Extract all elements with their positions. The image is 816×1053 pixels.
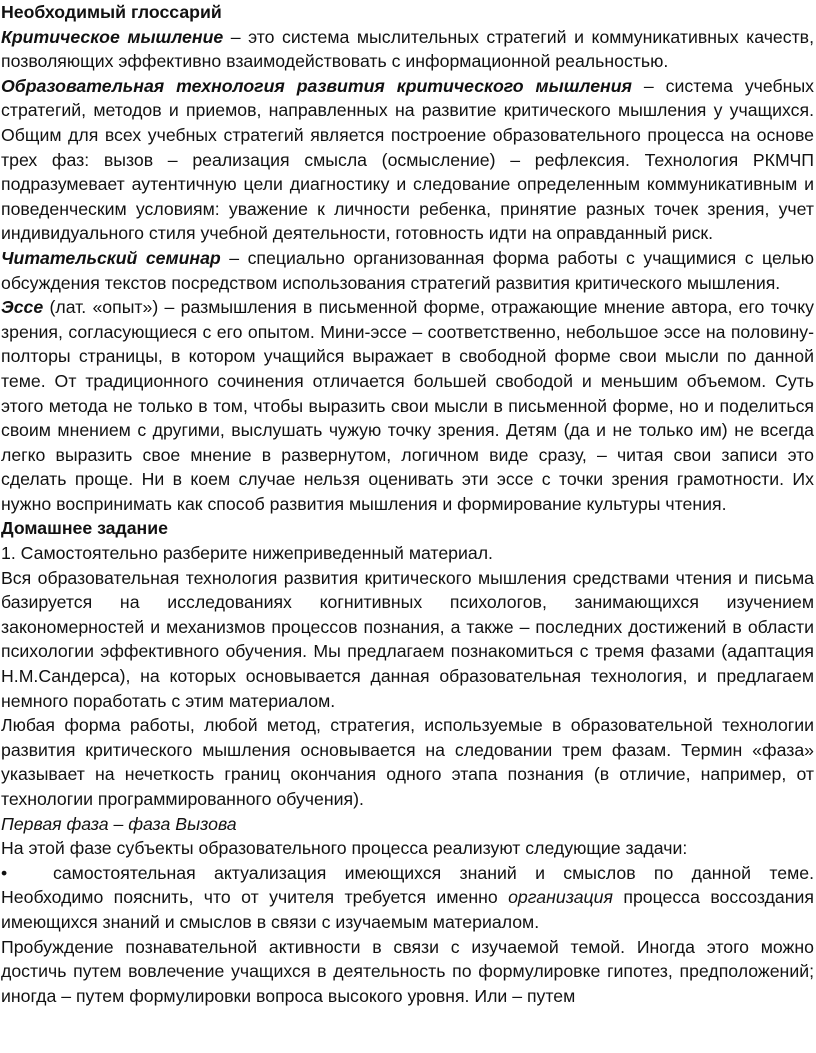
glossary-heading: Необходимый глоссарий [1,2,222,22]
homework-heading: Домашнее задание [1,518,168,539]
term: Образовательная технология развития критического мышления [1,75,632,96]
glossary-entry-critical-thinking [1,25,814,74]
phase-title: Первая фаза – фаза Вызова [1,813,237,834]
term: Читательский семинар [1,247,221,268]
term: Критическое мышление [1,26,224,47]
bullet-marker: • [1,862,8,883]
term: Эссе [1,297,44,318]
phase-intro: На этой фазе субъекты образовательного процесса реализуют следующие задачи: [1,838,688,859]
definition: (лат. «опыт») – размышления в письменной форме, отражающие мнение автора, его точку зрения, согласующиеся с его опытом. Мини-эссе – соответственно, небольшое эссе на половину-полторы страницы, в котором учащийся выражает в свободной форме свои мысли по данной теме. От традиционного сочинения отличается большей свободой и меньшим объемом. Суть этого метода не только в том, чтобы выразить свои мысли в письменной форме, но и поделиться своим мнением с другими, выслушать чужую точку зрения. Детям (да и не только им) не всегда легко выразить свое мнение в развернутом, логичном виде сразу, – читая свои записи это сделать проще. Ни в коем случае нельзя оценивать эти эссе с точки зрения грамотности. Их нужно воспринимать как способ развития мышления и формирование культуры чтения. [1,297,814,514]
homework-paragraph: Вся образовательная технология развития критического мышления средствами чтения и письма базируется на исследованиях когнитивных психологов, занимающихся изучением закономерностей и механизмов процессов познания, а также – последних достижений в области психологии эффективного обучения. Мы предлагаем познакомиться с тремя фазами (адаптация Н.М.Сандерса), на которых основывается данная образовательная технология, и предлагаем немного поработать с этим материалом. [1,567,814,711]
homework-task: 1. Самостоятельно разберите нижеприведенный материал. [1,543,493,564]
homework-paragraph: Пробуждение познавательной активности в связи с изучаемой темой. Иногда этого можно достичь путем вовлечение учащихся в деятельность по формулировке гипотез, предположений; иногда – путем формулировки вопроса высокого уровня. Или – путем [1,936,814,1006]
definition: – система учебных стратегий, методов и приемов, направленных на развитие критического мышления у учащихся. Общим для всех учебных стратегий является построение образовательного процесса на основе трех фаз: вызов – реализация смысла (осмысление) – рефлексия. Технология РКМЧП подразумевает аутентичную цели диагностику и следование определенным коммуникативным и поведенческим условиям: уважение к личности ребенка, принятие разных точек зрения, учет индивидуального стиля учебной деятельности, готовность идти на оправданный риск. [1,75,814,244]
glossary-entry-essay [1,295,814,516]
definition: – это система мыслительных стратегий и коммуникативных качеств, позволяющих эффективно взаимодействовать с информационной реальностью. [1,26,814,72]
bullet-item [1,861,814,935]
definition: – специально организованная форма работы с учащимися с целью обсуждения текстов посредством использования стратегий развития критического мышления. [1,247,815,293]
glossary-entry-technology [1,74,814,246]
bullet-text-start: самостоятельная актуализация имеющихся знаний и смыслов по данной теме. Необходимо пояснить, что от учителя требуется именно [1,862,814,908]
bullet-text-end: процесса воссоздания имеющихся знаний и смыслов в связи с изучаемым материалом. [1,887,814,932]
homework-paragraph: Любая форма работы, любой метод, стратегия, используемые в образовательной технологии развития критического мышления основывается на следовании трем фазам. Термин «фаза» указывает на нечеткость границ окончания одного этапа познания (в отличие, например, от технологии программированного обучения). [1,715,814,809]
glossary-entry-reader-seminar [1,246,814,295]
bullet-emphasis: организация [508,887,613,908]
